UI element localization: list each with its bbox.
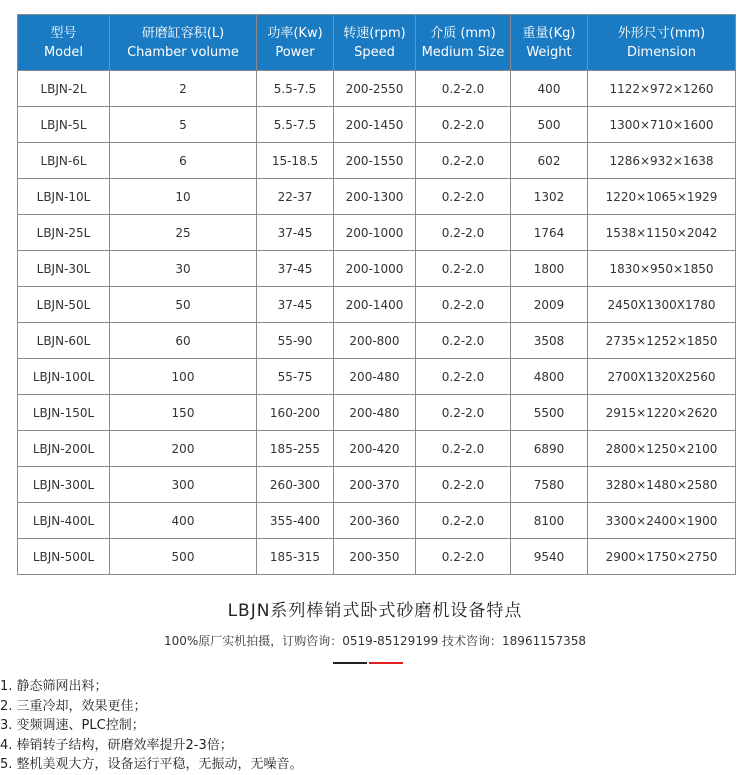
header-model: 型号 Model (18, 15, 110, 71)
cell-weight: 7580 (511, 467, 588, 503)
cell-chamber-volume: 100 (110, 359, 257, 395)
cell-medium-size: 0.2-2.0 (416, 539, 511, 575)
cell-chamber-volume: 50 (110, 287, 257, 323)
table-row (18, 215, 736, 251)
cell-chamber-volume: 150 (110, 395, 257, 431)
cell-dimension: 1122×972×1260 (588, 71, 736, 107)
cell-dimension: 1220×1065×1929 (588, 179, 736, 215)
cell-speed: 200-350 (334, 539, 416, 575)
cell-medium-size: 0.2-2.0 (416, 251, 511, 287)
spec-table (17, 14, 736, 575)
cell-dimension: 2700X1320X2560 (588, 359, 736, 395)
cell-weight: 400 (511, 71, 588, 107)
cell-model: LBJN-300L (18, 467, 110, 503)
cell-speed: 200-1400 (334, 287, 416, 323)
feature-item: 3. 变频调速、PLC控制； (0, 718, 145, 733)
cell-power: 185-315 (257, 539, 334, 575)
cell-weight: 2009 (511, 287, 588, 323)
cell-medium-size: 0.2-2.0 (416, 467, 511, 503)
table-row (18, 107, 736, 143)
cell-medium-size: 0.2-2.0 (416, 431, 511, 467)
cell-model: LBJN-2L (18, 71, 110, 107)
cell-chamber-volume: 25 (110, 215, 257, 251)
contact-line: 100%原厂实机拍摄，订购咨询：0519-85129199 技术咨询：18961157358 (163, 634, 587, 648)
table-header-row (18, 15, 736, 71)
cell-speed: 200-1300 (334, 179, 416, 215)
cell-model: LBJN-60L (18, 323, 110, 359)
header-speed: 转速(rpm) Speed (334, 15, 416, 71)
table-row (18, 143, 736, 179)
cell-speed: 200-480 (334, 395, 416, 431)
table-body (18, 71, 736, 575)
cell-model: LBJN-50L (18, 287, 110, 323)
cell-speed: 200-1450 (334, 107, 416, 143)
cell-dimension: 3280×1480×2580 (588, 467, 736, 503)
cell-weight: 1302 (511, 179, 588, 215)
table-row (18, 431, 736, 467)
table-row (18, 395, 736, 431)
cell-chamber-volume: 2 (110, 71, 257, 107)
table-row (18, 251, 736, 287)
cell-weight: 5500 (511, 395, 588, 431)
cell-power: 5.5-7.5 (257, 107, 334, 143)
cell-power: 37-45 (257, 287, 334, 323)
feature-item: 4. 棒销转子结构，研磨效率提升2-3倍； (0, 737, 233, 753)
cell-power: 5.5-7.5 (257, 71, 334, 107)
cell-dimension: 2450X1300X1780 (588, 287, 736, 323)
cell-weight: 1800 (511, 251, 588, 287)
cell-medium-size: 0.2-2.0 (416, 287, 511, 323)
section-title: LBJN系列棒销式卧式砂磨机设备特点 (227, 601, 523, 621)
cell-medium-size: 0.2-2.0 (416, 143, 511, 179)
cell-power: 55-75 (257, 359, 334, 395)
cell-power: 22-37 (257, 179, 334, 215)
cell-weight: 6890 (511, 431, 588, 467)
cell-speed: 200-2550 (334, 71, 416, 107)
header-medium-size: 介质 (mm) Medium Size (416, 15, 511, 71)
cell-model: LBJN-500L (18, 539, 110, 575)
cell-model: LBJN-150L (18, 395, 110, 431)
cell-power: 185-255 (257, 431, 334, 467)
cell-power: 160-200 (257, 395, 334, 431)
cell-model: LBJN-6L (18, 143, 110, 179)
cell-weight: 9540 (511, 539, 588, 575)
table-row (18, 467, 736, 503)
table-row (18, 359, 736, 395)
cell-chamber-volume: 200 (110, 431, 257, 467)
cell-power: 55-90 (257, 323, 334, 359)
cell-model: LBJN-400L (18, 503, 110, 539)
cell-speed: 200-800 (334, 323, 416, 359)
feature-item: 5. 整机美观大方，设备运行平稳，无振动，无噪音。 (0, 757, 303, 772)
cell-speed: 200-480 (334, 359, 416, 395)
feature-item: 2. 三重冷却，效果更佳； (0, 698, 147, 714)
cell-medium-size: 0.2-2.0 (416, 71, 511, 107)
cell-speed: 200-1550 (334, 143, 416, 179)
cell-speed: 200-360 (334, 503, 416, 539)
cell-dimension: 1830×950×1850 (588, 251, 736, 287)
cell-chamber-volume: 10 (110, 179, 257, 215)
cell-medium-size: 0.2-2.0 (416, 179, 511, 215)
cell-dimension: 3300×2400×1900 (588, 503, 736, 539)
cell-power: 260-300 (257, 467, 334, 503)
cell-power: 15-18.5 (257, 143, 334, 179)
cell-weight: 1764 (511, 215, 588, 251)
cell-dimension: 2735×1252×1850 (588, 323, 736, 359)
table-row (18, 287, 736, 323)
cell-power: 37-45 (257, 251, 334, 287)
cell-model: LBJN-30L (18, 251, 110, 287)
cell-power: 355-400 (257, 503, 334, 539)
feature-list (0, 677, 303, 775)
cell-weight: 3508 (511, 323, 588, 359)
table-row (18, 539, 736, 575)
cell-weight: 500 (511, 107, 588, 143)
cell-model: LBJN-10L (18, 179, 110, 215)
divider-red (369, 662, 403, 664)
cell-dimension: 1300×710×1600 (588, 107, 736, 143)
cell-medium-size: 0.2-2.0 (416, 323, 511, 359)
cell-chamber-volume: 500 (110, 539, 257, 575)
cell-model: LBJN-5L (18, 107, 110, 143)
cell-speed: 200-370 (334, 467, 416, 503)
cell-power: 37-45 (257, 215, 334, 251)
table-row (18, 323, 736, 359)
cell-dimension: 2900×1750×2750 (588, 539, 736, 575)
cell-weight: 602 (511, 143, 588, 179)
cell-dimension: 1538×1150×2042 (588, 215, 736, 251)
cell-model: LBJN-25L (18, 215, 110, 251)
cell-model: LBJN-100L (18, 359, 110, 395)
cell-weight: 4800 (511, 359, 588, 395)
header-dimension: 外形尺寸(mm) Dimension (588, 15, 736, 71)
cell-medium-size: 0.2-2.0 (416, 395, 511, 431)
cell-chamber-volume: 60 (110, 323, 257, 359)
cell-chamber-volume: 30 (110, 251, 257, 287)
table-row (18, 71, 736, 107)
cell-medium-size: 0.2-2.0 (416, 215, 511, 251)
table-row (18, 179, 736, 215)
cell-dimension: 1286×932×1638 (588, 143, 736, 179)
divider-dark (333, 662, 367, 664)
cell-model: LBJN-200L (18, 431, 110, 467)
cell-speed: 200-1000 (334, 215, 416, 251)
cell-medium-size: 0.2-2.0 (416, 503, 511, 539)
cell-medium-size: 0.2-2.0 (416, 107, 511, 143)
cell-chamber-volume: 300 (110, 467, 257, 503)
header-weight: 重量(Kg) Weight (511, 15, 588, 71)
header-chamber-volume: 研磨缸容积(L) Chamber volume (110, 15, 257, 71)
cell-weight: 8100 (511, 503, 588, 539)
table-row (18, 503, 736, 539)
header-power: 功率(Kw) Power (257, 15, 334, 71)
feature-item: 1. 静态筛网出料； (0, 679, 108, 694)
cell-chamber-volume: 5 (110, 107, 257, 143)
cell-chamber-volume: 400 (110, 503, 257, 539)
cell-chamber-volume: 6 (110, 143, 257, 179)
cell-dimension: 2800×1250×2100 (588, 431, 736, 467)
cell-speed: 200-420 (334, 431, 416, 467)
cell-dimension: 2915×1220×2620 (588, 395, 736, 431)
cell-speed: 200-1000 (334, 251, 416, 287)
cell-medium-size: 0.2-2.0 (416, 359, 511, 395)
